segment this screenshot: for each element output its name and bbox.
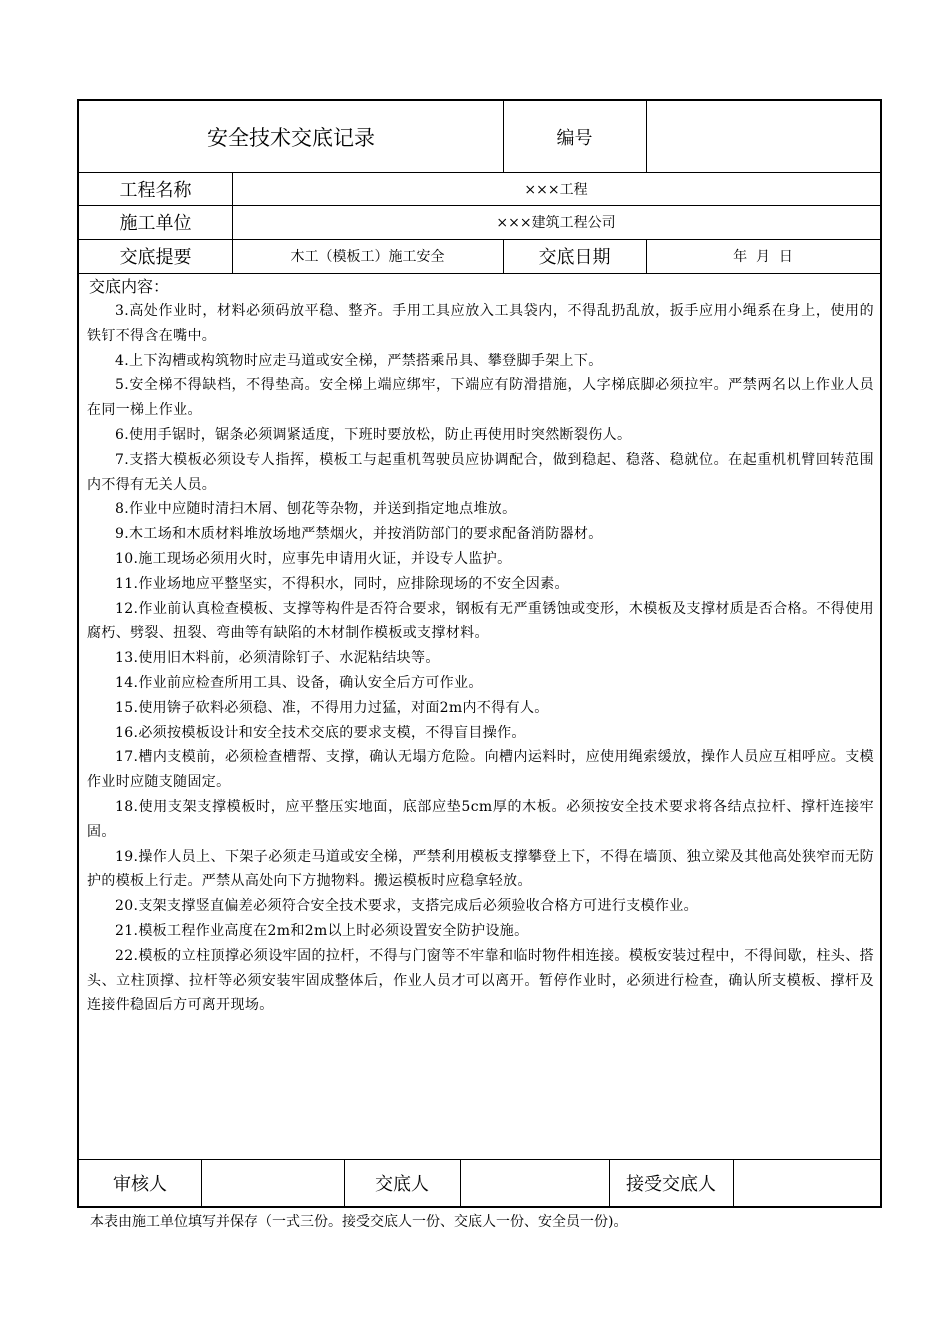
content-item: 10.施工现场必须用火时，应事先申请用火证，并设专人监护。: [115, 550, 512, 567]
content-item: 14.作业前应检查所用工具、设备，确认安全后方可作业。: [115, 674, 483, 691]
briefing-summary-label: 交底提要: [119, 247, 192, 268]
number-label: 编号: [556, 127, 593, 149]
content-item: 15.使用锛子砍料必须稳、准，不得用力过猛，对面2m内不得有人。: [115, 699, 549, 716]
discloser-signature-field[interactable]: [460, 1159, 609, 1206]
project-name-label: 工程名称: [119, 179, 192, 201]
content-item: 5.安全梯不得缺档，不得垫高。安全梯上端应绑牢，下端应有防滑措施，人字梯底脚必须拉牢。严禁两名以上作业人员在同一梯上作业。: [87, 377, 874, 419]
content-item: 16.必须按模板设计和安全技术交底的要求支模，不得盲目操作。: [115, 724, 526, 741]
form-title: 安全技术交底记录: [207, 125, 375, 150]
content-item: 12.作业前认真检查模板、支撑等构件是否符合要求，钢板有无严重锈蚀或变形，木模板及支撑材质是否合格。不得使用腐朽、劈裂、扭裂、弯曲等有缺陷的木材制作模板或支撑材料。: [87, 600, 874, 642]
receiver-label: 接受交底人: [626, 1173, 716, 1195]
receiver-signature-field[interactable]: [733, 1159, 880, 1206]
content-item: 17.槽内支模前，必须检查槽帮、支撑，确认无塌方危险。向槽内运料时，应使用绳索缓放，操作人员应互相呼应。支模作业时应随支随固定。: [87, 749, 874, 791]
safety-briefing-form: [77, 99, 882, 1208]
construction-unit-value[interactable]: ×××建筑工程公司: [496, 215, 616, 231]
content-item: 11.作业场地应平整坚实，不得积水，同时，应排除现场的不安全因素。: [115, 575, 569, 592]
form-footnote: 本表由施工单位填写并保存（一式三份。接受交底人一份、交底人一份、安全员一份)。: [90, 1214, 628, 1230]
content-item: 3.高处作业时，材料必须码放平稳、整齐。手用工具应放入工具袋内，不得乱扔乱放，扳手应用小绳系在身上，使用的铁钉不得含在嘴中。: [87, 303, 874, 344]
content-item: 8.作业中应随时清扫木屑、刨花等杂物，并送到指定地点堆放。: [115, 501, 517, 518]
content-item: 13.使用旧木料前，必须清除钉子、水泥粘结块等。: [115, 650, 440, 667]
content-item: 4.上下沟槽或构筑物时应走马道或安全梯，严禁搭乘吊具、攀登脚手架上下。: [115, 352, 603, 369]
briefing-content-label: 交底内容：: [89, 277, 170, 296]
number-field[interactable]: [646, 101, 880, 172]
content-item: 6.使用手锯时，锯条必须调紧适度，下班时要放松，防止再使用时突然断裂伤人。: [115, 426, 632, 443]
discloser-label: 交底人: [375, 1173, 429, 1195]
reviewer-label: 审核人: [113, 1173, 167, 1195]
briefing-date-label: 交底日期: [538, 247, 611, 268]
content-item: 7.支搭大模板必须设专人指挥，模板工与起重机驾驶员应协调配合，做到稳起、稳落、稳就位。在起重机机臂回转范围内不得有无关人员。: [87, 451, 874, 493]
content-item: 22.模板的立柱顶撑必须设牢固的拉杆，不得与门窗等不牢靠和临时物件相连接。模板安装过程中，不得间歇，柱头、搭头、立柱顶撑、拉杆等必须安装牢固成整体后，作业人员才可以离开。暂停作业时，必须进行检查，确认所支模板、撑杆及连接件稳固后方可离开现场。: [87, 947, 874, 1014]
construction-unit-label: 施工单位: [119, 213, 192, 234]
project-name-value[interactable]: ×××工程: [524, 181, 588, 198]
content-item: 18.使用支架支撑模板时，应平整压实地面，底部应垫5cm厚的木板。必须按安全技术要求将各结点拉杆、撑杆连接牢固。: [87, 798, 874, 840]
briefing-content: [87, 275, 874, 1018]
content-item: 21.模板工程作业高度在2m和2m以上时必须设置安全防护设施。: [115, 922, 529, 939]
reviewer-signature-field[interactable]: [201, 1159, 344, 1206]
content-item: 9.木工场和木质材料堆放场地严禁烟火，并按消防部门的要求配备消防器材。: [115, 526, 603, 543]
content-item: 19.操作人员上、下架子必须走马道或安全梯，严禁利用模板支撑攀登上下，不得在墙顶、独立梁及其他高处狭窄而无防护的模板上行走。严禁从高处向下方抛物料。搬运模板时应稳拿轻放。: [87, 848, 874, 890]
briefing-date-value[interactable]: 年 月 日: [733, 249, 793, 265]
content-item: 20.支架支撑竖直偏差必须符合安全技术要求，支搭完成后必须验收合格方可进行支模作业。: [115, 898, 698, 915]
row-divider: [79, 273, 880, 274]
briefing-summary-value[interactable]: 木工（模板工）施工安全: [290, 249, 445, 265]
